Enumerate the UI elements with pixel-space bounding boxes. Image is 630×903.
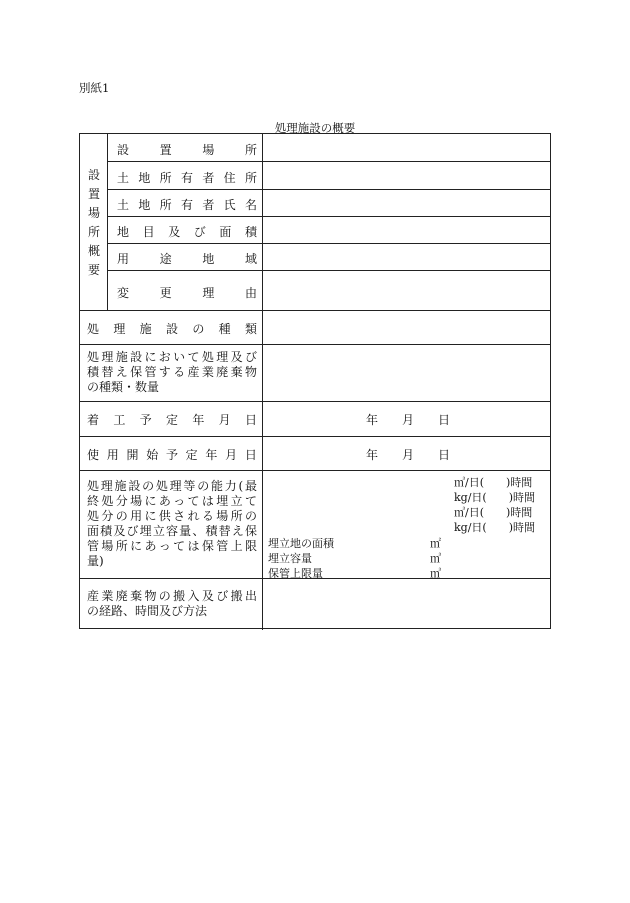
storage-unit: ㎥ (430, 567, 441, 580)
label-char: 名 (244, 198, 257, 212)
label-char: 定 (185, 448, 198, 462)
year-unit: 年 (366, 448, 379, 462)
label-char: 日 (244, 413, 257, 427)
year-unit: 年 (366, 413, 379, 427)
label-char: 土 (117, 198, 130, 212)
construction-start-label (87, 411, 257, 428)
label-char: 有 (180, 171, 193, 185)
label-char: 類 (244, 322, 257, 336)
document-title: 処理施設の概要 (274, 121, 356, 135)
divider (80, 470, 551, 471)
capacity-label: 処理施設の処理等の能力(最 終処分場にあっては埋立て 処分の用に供される場所の 面積及び埋立容量、積替え保 管場所にあっては保管上限 量) (87, 479, 257, 568)
label-char: 定 (165, 413, 178, 427)
label-char: 処 (87, 322, 100, 336)
label-char: 理 (113, 322, 126, 336)
label-char: 地 (138, 198, 151, 212)
label-char: 工 (113, 413, 126, 427)
label-char: 設 (117, 143, 130, 157)
label-char: 地 (202, 252, 215, 266)
site-row-label (117, 196, 257, 213)
label-char: 由 (244, 286, 257, 300)
divider (107, 270, 551, 271)
use-start-label (87, 446, 257, 463)
site-row-label (117, 284, 257, 301)
label-char: 月 (225, 448, 238, 462)
label-char: 始 (146, 448, 159, 462)
label-char: 所 (159, 198, 172, 212)
label-char: 開 (126, 448, 139, 462)
label-char: 者 (202, 198, 215, 212)
divider (107, 216, 551, 217)
label-char: 地 (138, 171, 151, 185)
site-row-label (117, 141, 257, 158)
facility-type-label (87, 320, 257, 337)
label-char: 所 (159, 171, 172, 185)
label-char: 有 (180, 198, 193, 212)
overview-table (79, 133, 551, 629)
divider (107, 243, 551, 244)
label-char: び (193, 225, 206, 239)
label-char: 着 (87, 413, 100, 427)
label-char: 用 (117, 252, 130, 266)
label-char: 予 (165, 448, 178, 462)
label-char: 積 (244, 225, 257, 239)
label-char: 氏 (223, 198, 236, 212)
rate-row: ㎥/日( )時間 (454, 476, 533, 489)
label-char: 及 (168, 225, 181, 239)
label-char: 施 (139, 322, 152, 336)
label-char: 月 (218, 413, 231, 427)
day-unit: 日 (438, 448, 451, 462)
attachment-tag: 別紙1 (79, 81, 110, 95)
month-unit: 月 (402, 448, 415, 462)
label-char: 年 (205, 448, 218, 462)
divider (107, 161, 551, 162)
site-row-label (117, 169, 257, 186)
label-char: 住 (223, 171, 236, 185)
label-char: 途 (159, 252, 172, 266)
label-char: 所 (244, 143, 257, 157)
label-char: 使 (87, 448, 100, 462)
label-char: 設 (165, 322, 178, 336)
site-row-label (117, 223, 257, 240)
label-char: 日 (244, 448, 257, 462)
divider (80, 436, 551, 437)
divider (80, 401, 551, 402)
rate-row: ㎥/日( )時間 (454, 506, 533, 519)
label-char: 所 (244, 171, 257, 185)
label-char: 面 (219, 225, 232, 239)
waste-types-label: 処理施設において処理及び 積替え保管する産業廃棄物 の種類・数量 (87, 350, 257, 394)
volume-unit: ㎥ (430, 552, 441, 565)
label-char: 地 (117, 225, 130, 239)
divider (80, 344, 551, 345)
label-char: の (192, 322, 205, 336)
label-char: 者 (202, 171, 215, 185)
label-char: 変 (117, 286, 130, 300)
label-char: 域 (244, 252, 257, 266)
label-char: 目 (142, 225, 155, 239)
area-unit: ㎡ (430, 537, 441, 550)
transport-label: 産業廃棄物の搬入及び搬出 の経路、時間及び方法 (87, 589, 257, 618)
label-char: 置 (159, 143, 172, 157)
label-char: 種 (218, 322, 231, 336)
label-char: 理 (202, 286, 215, 300)
label-char: 年 (192, 413, 205, 427)
site-overview-group-label: 設 置 場 所 概 要 (87, 168, 100, 277)
storage-limit-label: 保管上限量 (268, 567, 323, 580)
landfill-area-label: 埋立地の面積 (268, 537, 334, 550)
landfill-volume-label: 埋立容量 (268, 552, 312, 565)
month-unit: 月 (402, 413, 415, 427)
rate-row: kg/日( )時間 (454, 491, 535, 504)
divider (107, 189, 551, 190)
site-row-label (117, 250, 257, 267)
rate-row: kg/日( )時間 (454, 521, 535, 534)
divider (80, 310, 551, 311)
label-char: 場 (202, 143, 215, 157)
label-char: 更 (159, 286, 172, 300)
label-char: 予 (139, 413, 152, 427)
label-char: 用 (106, 448, 119, 462)
day-unit: 日 (438, 413, 451, 427)
label-char: 土 (117, 171, 130, 185)
divider (262, 134, 263, 630)
